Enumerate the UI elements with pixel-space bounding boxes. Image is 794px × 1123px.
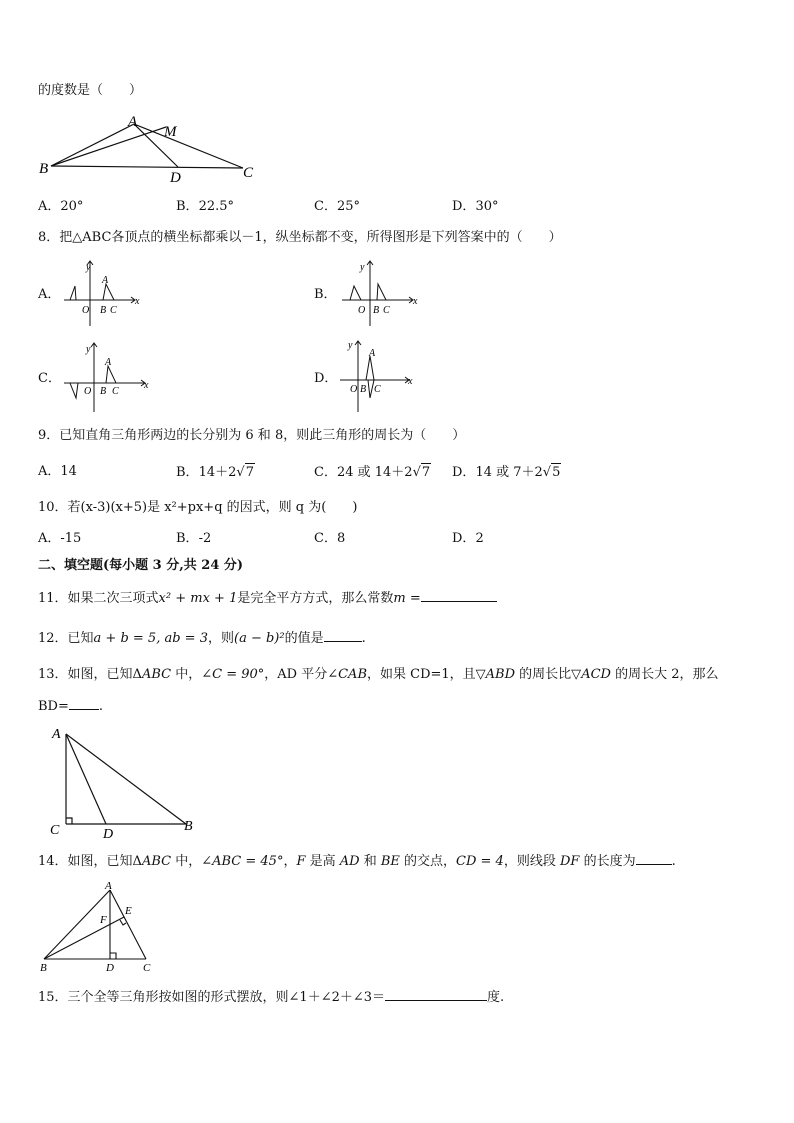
svg-text:C: C (374, 384, 381, 395)
svg-text:A: A (369, 348, 376, 359)
svg-text:C: C (50, 823, 60, 838)
svg-text:B: B (100, 305, 107, 316)
svg-text:B: B (360, 384, 367, 395)
q10-stem: 10．若(x-3)(x+5)是 x²+px+q 的因式，则 q 为( ) (38, 500, 358, 515)
q8-stem: 8．把△ABC各顶点的横坐标都乘以－1，纵坐标都不变，所得图形是下列答案中的（ ） (38, 230, 562, 245)
svg-text:B: B (373, 305, 380, 316)
svg-text:x: x (144, 380, 149, 391)
svg-text:D: D (103, 827, 114, 842)
q13-answer-blank[interactable] (69, 697, 99, 710)
svg-text:E: E (125, 905, 132, 917)
q8-graph-a[interactable] (62, 256, 144, 328)
svg-text:B: B (100, 386, 107, 397)
svg-text:y: y (86, 262, 91, 273)
svg-text:A: A (105, 880, 112, 892)
svg-text:x: x (408, 376, 413, 387)
q8-graph-d[interactable] (338, 336, 418, 414)
label-a: A (128, 114, 138, 130)
q9-option-a[interactable]: A．14 (38, 464, 77, 479)
q15-answer-blank[interactable] (385, 988, 487, 1001)
q12-answer-blank[interactable] (324, 629, 362, 642)
q7-triangle-figure (38, 110, 268, 185)
q12-stem: 12．已知a + b = 5, ab = 3，则(a − b)²的值是 . (38, 631, 366, 646)
section-title-fill-in: 二、填空题(每小题 3 分,共 24 分) (38, 558, 244, 573)
q8-option-b-label[interactable]: B． (314, 287, 337, 302)
q14-triangle-figure (38, 878, 168, 976)
svg-text:y: y (360, 262, 365, 273)
svg-text:A: A (105, 357, 112, 368)
q8-option-d-label[interactable]: D． (314, 371, 338, 386)
q8-graph-b[interactable] (340, 256, 422, 328)
svg-text:O: O (358, 305, 366, 316)
q10-option-a[interactable]: A．-15 (38, 531, 82, 546)
q13-right-triangle-figure (46, 726, 206, 841)
q15-stem: 15．三个全等三角形按如图的形式摆放，则∠1＋∠2＋∠3＝ 度. (38, 990, 505, 1005)
svg-text:O: O (350, 384, 358, 395)
q8-graph-c[interactable] (62, 338, 152, 414)
svg-text:F: F (100, 914, 107, 926)
q8-option-a-label[interactable]: A． (38, 287, 61, 302)
q13-stem-line2: BD= . (38, 699, 104, 714)
q11-answer-blank[interactable] (421, 589, 497, 602)
svg-text:y: y (86, 344, 91, 355)
svg-text:B: B (40, 962, 47, 974)
q7-option-a[interactable]: A．20° (38, 199, 84, 214)
q10-option-d[interactable]: D．2 (452, 531, 484, 546)
label-c: C (243, 165, 254, 181)
q14-answer-blank[interactable] (636, 852, 672, 865)
q9-stem: 9．已知直角三角形两边的长分别为 6 和 8，则此三角形的周长为（ ） (38, 428, 466, 443)
q9-option-d[interactable]: D．14 或 7＋2√5 (452, 465, 561, 480)
q7-option-d[interactable]: D．30° (452, 199, 499, 214)
svg-text:A: A (102, 275, 109, 286)
svg-text:O: O (84, 386, 92, 397)
q9-option-b[interactable]: B．14＋2√7 (176, 465, 254, 480)
q8-option-c-label[interactable]: C． (38, 371, 61, 386)
q14-stem: 14．如图，已知ΔABC 中，∠ABC = 45°，F 是高 AD 和 BE 的交点，CD = 4，则线段 DF 的长度为 . (38, 854, 676, 869)
q13-stem-line1: 13．如图，已知ΔABC 中，∠C = 90°，AD 平分∠CAB，如果 CD=1，且▽ABD 的周长比▽ACD 的周长大 2，那么 (38, 667, 719, 682)
q7-option-c[interactable]: C．25° (314, 199, 360, 214)
svg-text:x: x (135, 296, 140, 307)
q10-option-c[interactable]: C．8 (314, 531, 346, 546)
q11-stem: 11．如果二次三项式x² + mx + 1是完全平方方式，那么常数m = (38, 589, 497, 608)
q10-option-b[interactable]: B．-2 (176, 531, 212, 546)
label-d: D (170, 170, 181, 186)
svg-text:O: O (82, 305, 90, 316)
svg-text:x: x (413, 296, 418, 307)
label-b: B (39, 161, 49, 177)
q7-option-b[interactable]: B．22.5° (176, 199, 235, 214)
svg-text:B: B (184, 819, 193, 834)
q9-option-c[interactable]: C．24 或 14＋2√7 (314, 465, 431, 480)
svg-text:y: y (348, 340, 353, 351)
label-m: M (164, 124, 177, 140)
svg-text:C: C (112, 386, 119, 397)
q7-stem-tail: 的度数是（ ） (38, 83, 143, 98)
svg-text:C: C (143, 962, 151, 974)
svg-text:C: C (110, 305, 117, 316)
svg-text:A: A (52, 727, 61, 742)
svg-text:D: D (106, 962, 114, 974)
svg-text:C: C (383, 305, 390, 316)
